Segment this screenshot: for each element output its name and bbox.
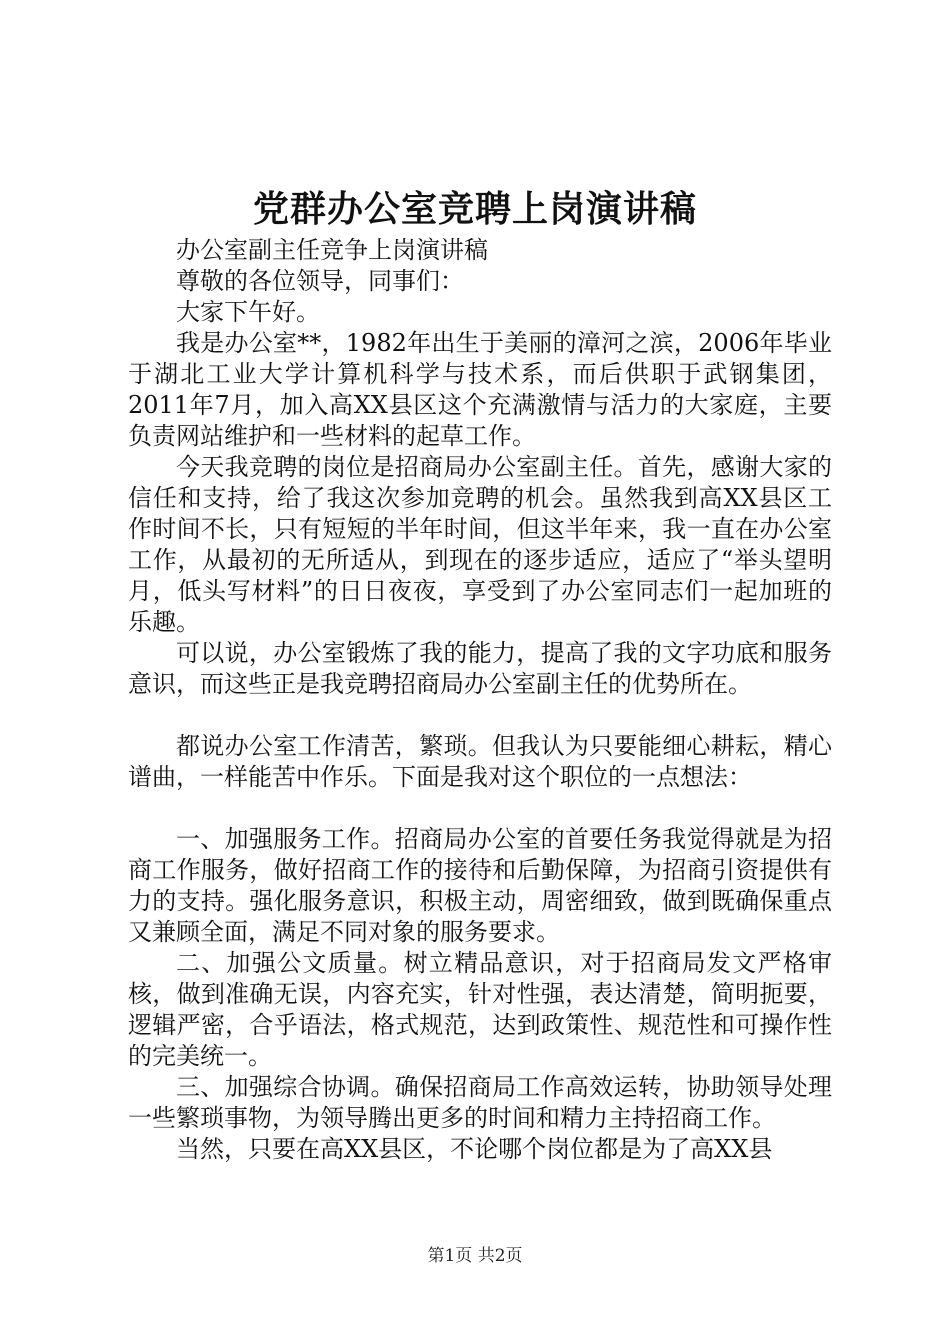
page-number-footer: 第1页 共2页: [427, 1246, 523, 1266]
paragraph-position: 今天我竞聘的岗位是招商局办公室副主任。首先，感谢大家的信任和支持，给了我这次参加竞聘的机会。虽然我到高XX县区工作时间不长，只有短短的半年时间，但这半年来，我一直在办公室工作，从最初的无所适从，到现在的逐步适应，适应了“举头望明月，低头写材料”的日日夜夜，享受到了办公室同志们一起加班的乐趣。: [128, 453, 832, 636]
document-body: [128, 235, 832, 1165]
paragraph-salutation: 尊敬的各位领导，同事们：: [176, 267, 464, 295]
paragraph-point-service: 一、加强服务工作。招商局办公室的首要任务我觉得就是为招商工作服务，做好招商工作的接待和后勤保障，为招商引资提供有力的支持。强化服务意识，积极主动，周密细致，做到既确保重点又兼顾全面，满足不同对象的服务要求。: [128, 825, 832, 946]
paragraph-advantages: 可以说，办公室锻炼了我的能力，提高了我的文字功底和服务意识，而这些正是我竞聘招商局办公室副主任的优势所在。: [128, 639, 832, 698]
paragraph-thoughts-intro: 都说办公室工作清苦，繁琐。但我认为只要能细心耕耘，精心谱曲，一样能苦中作乐。下面是我对这个职位的一点想法：: [128, 732, 832, 791]
paragraph-point-coordination: 三、加强综合协调。确保招商局工作高效运转，协助领导处理一些繁琐事物，为领导腾出更多的时间和精力主持招商工作。: [128, 1073, 832, 1132]
paragraph-subtitle: 办公室副主任竞争上岗演讲稿: [176, 236, 488, 264]
paragraph-introduction: 我是办公室**，1982年出生于美丽的漳河之滨，2006年毕业于湖北工业大学计算机科学与技术系，而后供职于武钢集团，2011年7月，加入高XX县区这个充满激情与活力的大家庭，主要负责网站维护和一些材料的起草工作。: [128, 329, 832, 450]
paragraph-greeting: 大家下午好。: [176, 298, 320, 326]
paragraph-point-documents: 二、加强公文质量。树立精品意识，对于招商局发文严格审核，做到准确无误，内容充实，针对性强，表达清楚，简明扼要，逻辑严密，合乎语法，格式规范，达到政策性、规范性和可操作性的完美统一。: [128, 949, 832, 1070]
paragraph-closing: 当然，只要在高XX县区，不论哪个岗位都是为了高XX县: [176, 1135, 773, 1163]
document-title: 党群办公室竞聘上岗演讲稿: [252, 188, 697, 230]
